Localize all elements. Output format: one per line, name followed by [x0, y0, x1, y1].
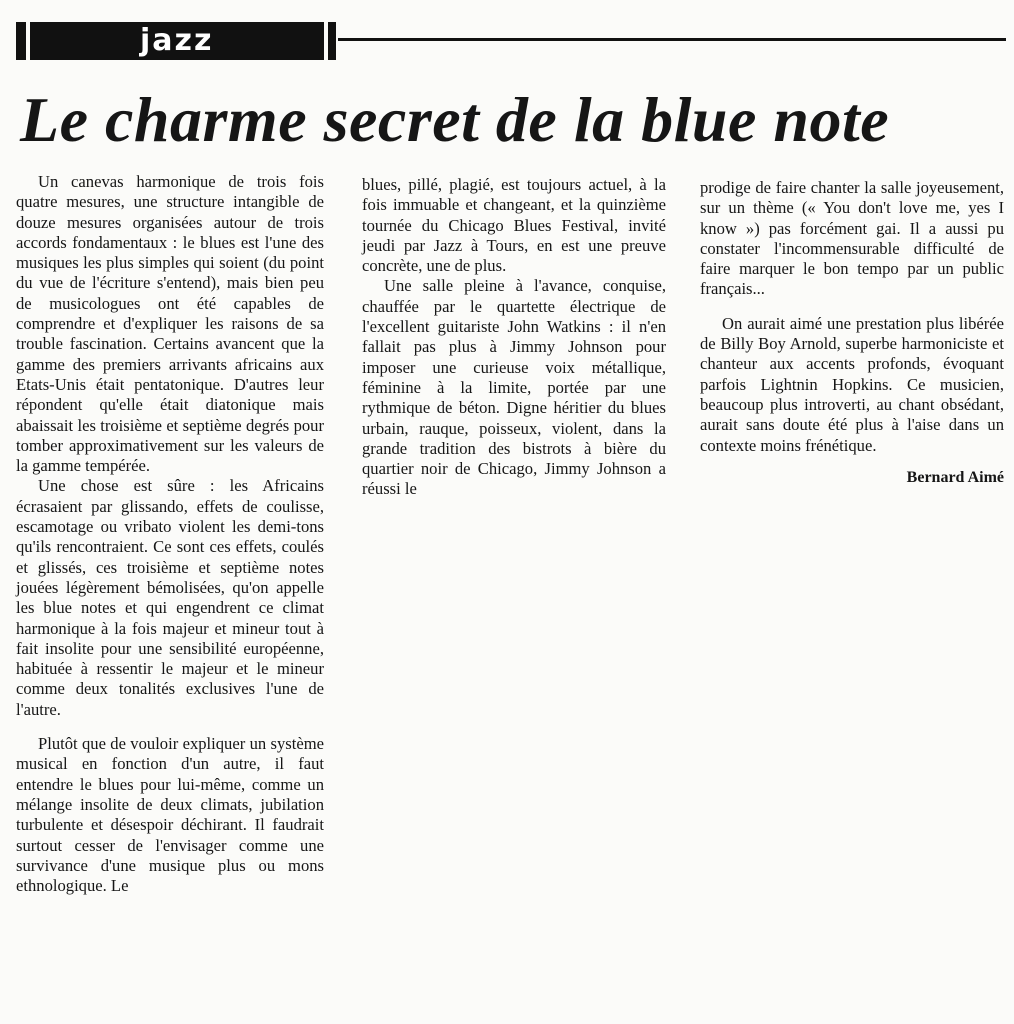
- author-signature: Bernard Aimé: [906, 468, 1004, 486]
- paragraph: Plutôt que de vouloir expliquer un système musical en fonction d'un autre, il faut entendre le blues pour lui-même, comme un mélange insolite de deux climats, jubilation turbulente et désespoir déchirant. Il faudrait surtout cesser de l'envisager comme une survivance d'une musique plus ou mons ethnologique. Le: [16, 734, 324, 896]
- rubric-bar-left: [16, 22, 26, 60]
- article-column-1: [16, 172, 324, 896]
- article-column-3: [700, 178, 1004, 488]
- paragraph: Un canevas harmonique de trois fois quatre mesures, une structure intangible de douze mesures organisées autour de trois accords fondamentaux : le blues est l'une des musiques les plus simples qui soient (du point du vue de l'écriture s'entend), mais bien peu de musicologues ont été capables de comprendre et d'expliquer les raisons de sa trouble fascination. Certains avancent que la gamme des premiers arrivants africains aux Etats-Unis était pentatonique. D'autres leur répondent qu'elle était diatonique mais abaissait les troisième et septième degrés pour tomber approximativement sur les valeurs de la gamme tempérée.: [16, 172, 324, 476]
- paragraph: Une chose est sûre : les Africains écrasaient par glissando, effets de coulisse, escamotage ou vribato violent les demi-tons qu'ils rencontraient. Ce sont ces effets, coulés et glissés, ces troisième et septième notes jouées légèrement bémolisées, qu'on appelle les blue notes et qui engendrent ce climat harmonique à la fois majeur et mineur tout à fait insolite pour une sensibilité européenne, habituée à ressentir le majeur et le mineur comme deux tonalités exclusives l'une de l'autre.: [16, 476, 324, 719]
- article-column-2: [362, 175, 666, 500]
- article-headline: Le charme secret de la blue note: [20, 84, 890, 155]
- paragraph: Une salle pleine à l'avance, conquise, chauffée par le quartette électrique de l'excellent guitariste John Watkins : il n'en fallait pas plus à Jimmy Johnson pour imposer une curieuse voix métallique, féminine à la limite, portée par une rythmique de béton. Digne héritier du blues urbain, rauque, poisseux, violent, dans la grande tradition des bistrots à bière du quartier noir de Chicago, Jimmy Johnson a réussi le: [362, 276, 666, 499]
- paragraph: prodige de faire chanter la salle joyeusement, sur un thème (« You don't love me, yes I know ») pas forcément gai. Il a aussi pu constater l'incommensurable difficulté de faire marquer le bon tempo par un public français...: [700, 178, 1004, 299]
- paragraph: On aurait aimé une prestation plus libérée de Billy Boy Arnold, superbe harmoniciste et chanteur aux accents profonds, évoquant parfois Lightnin Hopkins. Ce musicien, beaucoup plus introverti, au chant obsédant, aurait sans doute été plus à l'aise dans un contexte moins frénétique.: [700, 313, 1004, 455]
- rubric-rule: [338, 38, 1006, 41]
- rubric-label: jazz: [30, 22, 324, 60]
- rubric-bar-right: [328, 22, 336, 60]
- paragraph: blues, pillé, plagié, est toujours actuel, à la fois immuable et changeant, et la quinzième tournée du Chicago Blues Festival, invité jeudi par Jazz à Tours, en est une preuve concrète, une de plus.: [362, 175, 666, 276]
- section-rubric: [16, 22, 1006, 60]
